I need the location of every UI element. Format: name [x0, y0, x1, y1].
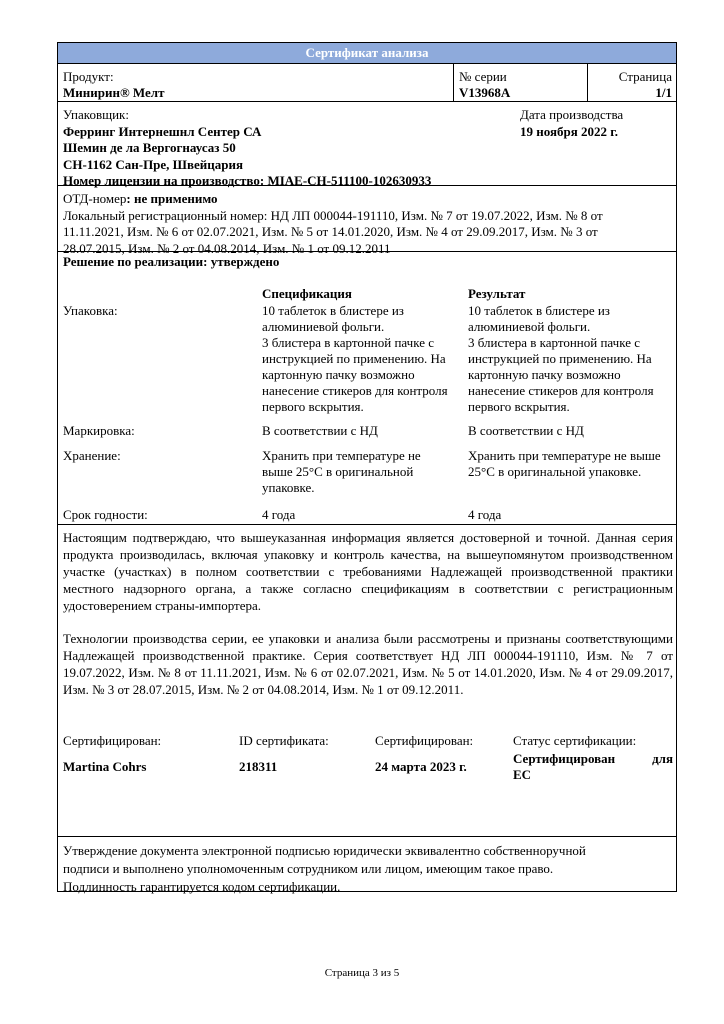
storage-result-line: Хранить при температуре не выше — [468, 448, 661, 463]
labeling-label: Маркировка: — [63, 423, 135, 438]
packaging-result-line: картонную пачку возможно — [468, 367, 621, 382]
packaging-spec-line: нанесение стикеров для контроля — [262, 383, 448, 398]
result-header: Результат — [468, 286, 526, 301]
packaging-spec-line: 3 блистера в картонной пачке с — [262, 335, 434, 350]
packaging-result — [468, 303, 663, 415]
packager-line-3: CH-1162 Сан-Пре, Швейцария — [63, 156, 243, 172]
packager-block — [63, 107, 431, 190]
packaging-result-line: нанесение стикеров для контроля — [468, 383, 654, 398]
otd-label: ОТД-номер — [63, 191, 127, 206]
local-reg-line-3: 28.07.2015, Изм. № 2 от 04.08.2014, Изм. № 1 от 09.12.2011 — [63, 240, 391, 256]
certified-by-label: Сертифицирован: — [63, 733, 162, 748]
shelf-life-result: 4 года — [468, 507, 502, 522]
status-value-line-2: ЕС — [513, 767, 532, 782]
statement-paragraph-2: Технологии производства серии, ее упаковки и анализа были рассмотрены и признаны соответствующими Надлежащей производственной практике. Серия соответствует НД ЛП 000044-191110, Изм. № 7 от 19.07.2022, Изм. № 8 от 11.11.2021, Изм. № 6 от 02.07.2021, Изм. № 5 от 14.01.2020, Изм. № 4 от 29.09.2017, Изм. № 3 от 28.07.2015, Изм. № 2 от 04.08.2014, Изм. № 1 от 09.12.2011. — [63, 631, 673, 697]
esign-line-1: Утверждение документа электронной подписью юридически эквивалентно собственноручной — [63, 843, 586, 858]
storage-spec — [262, 448, 457, 496]
shelf-life-spec: 4 года — [262, 507, 296, 522]
product-label: Продукт: — [63, 69, 114, 84]
page-value: 1/1 — [655, 85, 672, 100]
statement-paragraph-1: Настоящим подтверждаю, что вышеуказанная информация является достоверной и точной. Данная серия продукта производилась, включая упаковку и контроль качества, на вышеупомянутом производственном участке (участках) в полном соответствии с требованиями Надлежащей производственной практики местного надзорного органа, а также согласно спецификациям в соответствии с регистрационным удостоверением страны-импортера. — [63, 530, 673, 613]
storage-label: Хранение: — [63, 448, 121, 463]
packaging-spec-line: картонную пачку возможно — [262, 367, 415, 382]
storage-spec-line: упаковке. — [262, 480, 315, 495]
cert-id-value: 218311 — [239, 759, 278, 774]
packaging-spec-line: алюминиевой фольги. — [262, 319, 385, 334]
storage-spec-line: Хранить при температуре не — [262, 448, 421, 463]
labeling-result: В соответствии с НД — [468, 423, 584, 438]
esign-line-3: Подлинность гарантируется кодом сертификации. — [63, 879, 341, 894]
page-label: Страница — [618, 69, 672, 84]
batch-label: № серии — [459, 69, 507, 84]
release-decision: Решение по реализации: утверждено — [63, 254, 280, 269]
packager-line-2: Шемин де ла Вергогнаусаз 50 — [63, 140, 236, 155]
production-date-block — [520, 107, 623, 140]
specification-section — [57, 252, 677, 525]
local-reg-value-1: : НД ЛП 000044-191110, Изм. № 7 от 19.07.2022, Изм. № 8 от — [263, 207, 603, 223]
certified-on-value: 24 марта 2023 г. — [375, 759, 467, 774]
spec-header: Спецификация — [262, 286, 352, 301]
product-cell — [58, 64, 454, 101]
packaging-label: Упаковка: — [63, 303, 118, 318]
packaging-spec-line: первого вскрытия. — [262, 399, 364, 414]
otd-value: : не применимо — [126, 191, 218, 206]
statement-section — [57, 525, 677, 837]
packager-row — [57, 102, 677, 186]
packager-label: Упаковщик: — [63, 107, 129, 122]
local-reg-label: Локальный регистрационный номер — [63, 207, 264, 223]
packaging-spec-line: 10 таблеток в блистере из — [262, 303, 404, 318]
product-value: Минирин® Мелт — [63, 85, 165, 100]
storage-result — [468, 448, 673, 480]
page-cell — [588, 64, 676, 101]
batch-cell — [454, 64, 588, 101]
packager-line-1: Ферринг Интернешнл Сентер СА — [63, 123, 262, 139]
production-date-value: 19 ноября 2022 г. — [520, 123, 618, 139]
page-footer: Страница 3 из 5 — [324, 967, 400, 979]
labeling-spec: В соответствии с НД — [262, 423, 378, 438]
status-value-line-1: Сертифицирован для — [513, 751, 673, 766]
packaging-spec-line: инструкцией по применению. На — [262, 351, 446, 366]
packaging-result-line: первого вскрытия. — [468, 399, 570, 414]
status-label: Статус сертификации: — [513, 733, 637, 748]
status-value — [513, 751, 673, 783]
registration-row — [57, 186, 677, 256]
certified-by-value: Martina Cohrs — [63, 759, 147, 774]
cert-id-label: ID сертификата: — [239, 733, 329, 748]
packaging-result-line: 10 таблеток в блистере из — [468, 303, 610, 318]
packaging-result-line: инструкцией по применению. На — [468, 351, 652, 366]
license-value: MIAE-CH-511100-102630933 — [267, 173, 432, 188]
otd-line — [63, 191, 672, 208]
packaging-result-line: 3 блистера в картонной пачке с — [468, 335, 640, 350]
local-reg-line-1 — [63, 208, 672, 225]
storage-spec-line: выше 25°С в оригинальной — [262, 464, 414, 479]
local-reg-line-2: 11.11.2021, Изм. № 6 от 02.07.2021, Изм. № 5 от 14.01.2020, Изм. № 4 от 29.09.2017, Изм. № 3 от — [63, 224, 598, 239]
product-row — [57, 64, 677, 102]
certificate-of-analysis — [57, 42, 677, 892]
license-label: Номер лицензии на производство: — [63, 173, 265, 188]
packaging-spec — [262, 303, 457, 415]
esign-section — [57, 837, 677, 892]
certified-on-label: Сертифицирован: — [375, 733, 474, 748]
certificate-title: Сертификат анализа — [57, 42, 677, 64]
esign-line-2: подписи и выполнено уполномоченным сотрудником или лицом, имеющим такое право. — [63, 861, 554, 876]
packaging-result-line: алюминиевой фольги. — [468, 319, 591, 334]
license-line — [63, 173, 431, 190]
shelf-life-label: Срок годности: — [63, 507, 148, 522]
production-date-label: Дата производства — [520, 107, 624, 122]
batch-value: V13968A — [459, 85, 511, 100]
storage-result-line: 25°С в оригинальной упаковке. — [468, 464, 642, 479]
